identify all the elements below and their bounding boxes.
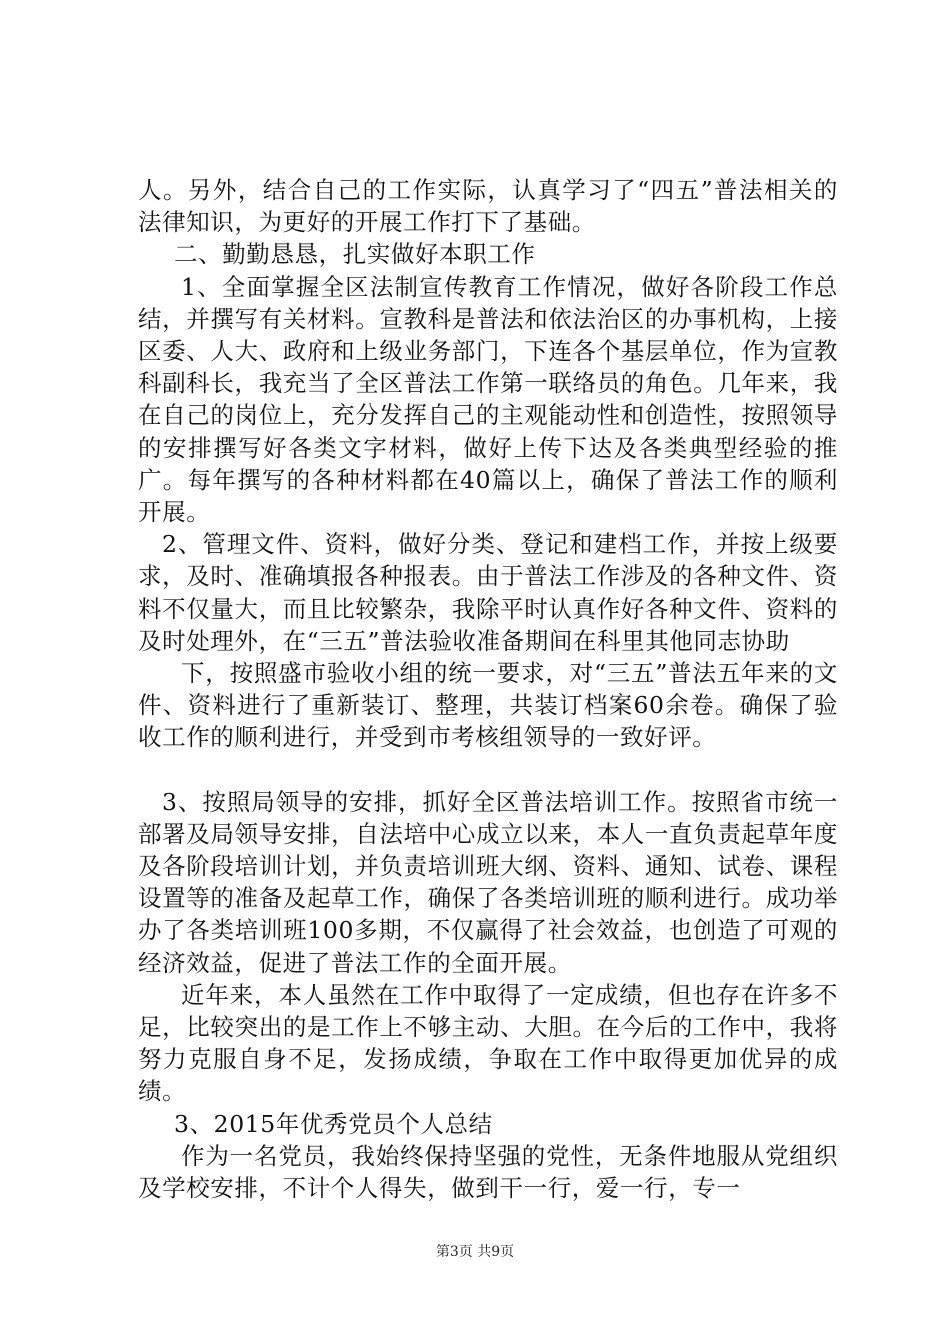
document-body [138, 174, 838, 1204]
paragraph-item-2: 2、管理文件、资料，做好分类、登记和建档工作，并按上级要求，及时、准确填报各种报表。由于普法工作涉及的各种文件、资料不仅量大，而且比较繁杂，我除平时认真作好各种文件、资料的及时处理外，在“三五”普法验收准备期间在科里其他同志协助 [138, 530, 838, 655]
paragraph-party-member: 作为一名党员，我始终保持坚强的党性，无条件地服从党组织及学校安排，不计个人得失，做到干一行，爱一行，专一 [138, 1141, 838, 1203]
paragraph-item-2-continued: 下，按照盛市验收小组的统一要求，对“三五”普法五年来的文件、资料进行了重新装订、整理，共装订档案60余卷。确保了验收工作的顺利进行，并受到市考核组领导的一致好评。 [138, 659, 838, 752]
paragraph-item-1: 1、全面掌握全区法制宣传教育工作情况，做好各阶段工作总结，并撰写有关材料。宣教科是普法和依法治区的办事机构，上接区委、人大、政府和上级业务部门，下连各个基层单位，作为宣教科副科长，我充当了全区普法工作第一联络员的角色。几年来，我在自己的岗位上，充分发挥自己的主观能动性和创造性，按照领导的安排撰写好各类文字材料，做好上传下达及各类典型经验的推广。每年撰写的各种材料都在40篇以上，确保了普法工作的顺利开展。 [138, 272, 838, 527]
section-heading: 二、勤勤恳恳，扎实做好本职工作 [174, 240, 536, 269]
paragraph-continuation: 人。另外，结合自己的工作实际，认真学习了“四五”普法相关的法律知识，为更好的开展工作打下了基础。 [138, 176, 838, 237]
section-title-2015: 3、2015年优秀党员个人总结 [174, 1109, 493, 1138]
paragraph-conclusion: 近年来，本人虽然在工作中取得了一定成绩，但也存在许多不足，比较突出的是工作上不够主动、大胆。在今后的工作中，我将努力克服自身不足，发扬成绩，争取在工作中取得更加优异的成绩。 [138, 980, 838, 1106]
page-footer: 第3页 共9页 [435, 1244, 515, 1260]
paragraph-item-3: 3、按照局领导的安排，抓好全区普法培训工作。按照省市统一部署及局领导安排，自法培中心成立以来，本人一直负责起草年度及各阶段培训计划，并负责培训班大纲、资料、通知、试卷、课程设置等的准备及起草工作，确保了各类培训班的顺利进行。成功举办了各类培训班100多期，不仅赢得了社会效益，也创造了可观的经济效益，促进了普法工作的全面开展。 [138, 787, 838, 977]
blank-line [138, 754, 838, 786]
